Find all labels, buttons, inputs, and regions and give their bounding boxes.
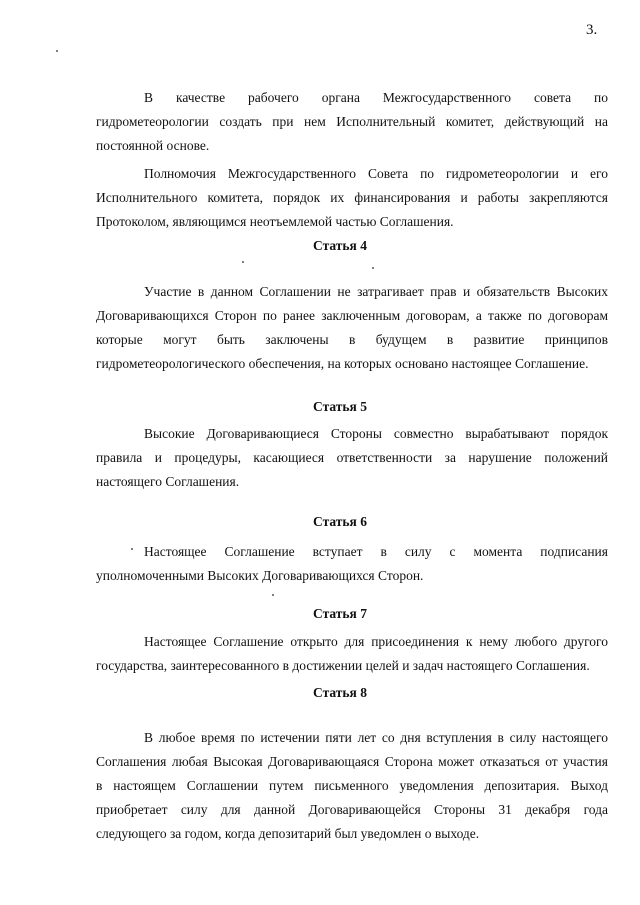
article-6-heading: Статья 6 (313, 514, 367, 529)
text-line: уполномоченными Высоких Договаривающихся Сторон. (96, 568, 424, 583)
text-line: В качестве рабочего органа Межгосударственного совета по (144, 90, 608, 105)
text-line: настоящего Соглашения. (96, 474, 240, 489)
text-line: которые могут быть заключены в будущем в развитие принципов (96, 332, 608, 347)
text-line: Исполнительного комитета, порядок их финансирования и работы закрепляются (96, 190, 608, 205)
page-number: 3. (586, 22, 598, 38)
text-line: постоянной основе. (96, 138, 210, 153)
scan-speck (56, 50, 58, 52)
text-line: правила и процедуры, касающиеся ответственности за нарушение положений (96, 450, 608, 465)
intro-paragraph-1 (96, 86, 608, 158)
text-line: Участие в данном Соглашении не затрагивает прав и обязательств Высоких (144, 284, 608, 299)
article-4-heading: Статья 4 (313, 238, 367, 253)
text-line: Полномочия Межгосударственного Совета по гидрометеорологии и его (144, 166, 608, 181)
text-line: гидрометеорологического обеспечения, на которых основано настоящее Соглашение. (96, 356, 589, 371)
article-7-paragraph (96, 630, 608, 678)
text-line: государства, заинтересованного в достижении целей и задач настоящего Соглашения. (96, 658, 590, 673)
scan-speck (131, 548, 133, 550)
article-4-paragraph (96, 280, 608, 376)
article-8-paragraph (96, 726, 608, 846)
text-line: Высокие Договаривающиеся Стороны совместно вырабатывают порядок (144, 426, 608, 441)
text-line: В любое время по истечении пяти лет со дня вступления в силу настоящего (144, 730, 608, 745)
text-line: следующего за годом, когда депозитарий был уведомлен о выходе. (96, 826, 480, 841)
text-line: Договаривающихся Сторон по ранее заключенным договорам, а также по договорам (96, 308, 608, 323)
text-line: Протоколом, являющимся неотъемлемой частью Соглашения. (96, 214, 454, 229)
scan-speck (272, 594, 274, 596)
text-line: Соглашения любая Высокая Договаривающаяся Сторона может отказаться от участия (96, 754, 608, 769)
text-line: Настоящее Соглашение открыто для присоединения к нему любого другого (144, 634, 608, 649)
text-line: Настоящее Соглашение вступает в силу с момента подписания (144, 544, 608, 559)
text-line: приобретает силу для данной Договаривающейся Стороны 31 декабря года (96, 802, 608, 817)
scan-speck (242, 261, 244, 263)
article-8-heading: Статья 8 (313, 685, 367, 700)
scan-speck (372, 267, 374, 269)
article-5-heading: Статья 5 (313, 399, 367, 414)
article-7-heading: Статья 7 (313, 606, 367, 621)
text-line: в настоящем Соглашении путем письменного уведомления депозитария. Выход (96, 778, 608, 793)
intro-paragraph-2 (96, 162, 608, 234)
article-6-paragraph (96, 540, 608, 588)
article-5-paragraph (96, 422, 608, 494)
text-line: гидрометеорологии создать при нем Исполнительный комитет, действующий на (96, 114, 608, 129)
